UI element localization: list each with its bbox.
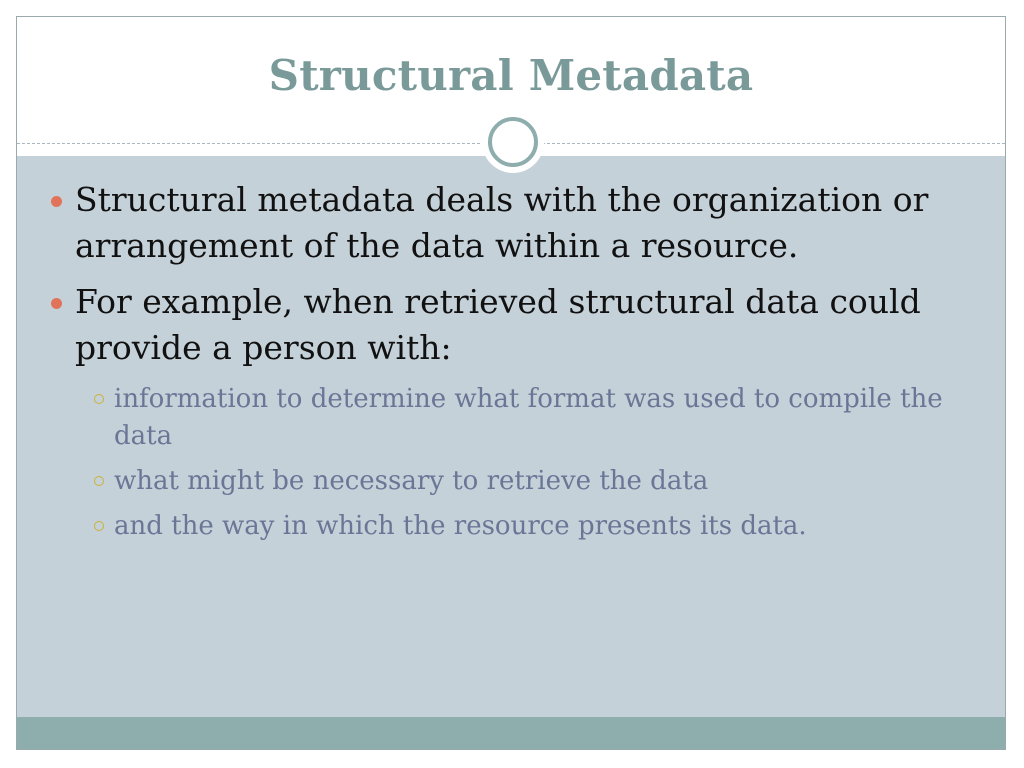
sub-bullet-text: what might be necessary to retrieve the data xyxy=(114,466,709,496)
slide xyxy=(16,16,1006,750)
bullet-text: Structural metadata deals with the organization or arrangement of the data within a resource. xyxy=(75,180,929,265)
bullet-text: For example, when retrieved structural data could provide a person with: xyxy=(75,282,921,367)
hollow-circle-icon xyxy=(94,394,104,404)
bullet-dot-icon xyxy=(51,298,62,309)
sub-bullet-text: information to determine what format was used to compile the data xyxy=(114,384,943,451)
hollow-circle-icon xyxy=(94,476,104,486)
sub-bullet-item xyxy=(45,381,975,455)
bullet-item xyxy=(45,177,975,269)
ring-icon xyxy=(488,117,538,167)
slide-title: Structural Metadata xyxy=(268,51,754,100)
hollow-circle-icon xyxy=(94,521,104,531)
sub-bullet-item xyxy=(45,463,975,500)
sub-bullet-item xyxy=(45,508,975,545)
footer-bar xyxy=(17,717,1005,750)
bullet-dot-icon xyxy=(51,196,62,207)
sub-bullet-text: and the way in which the resource presents its data. xyxy=(114,511,807,541)
bullet-item xyxy=(45,279,975,371)
divider-ornament xyxy=(482,111,544,173)
sub-bullet-list xyxy=(45,381,975,545)
bullet-list xyxy=(45,177,975,553)
